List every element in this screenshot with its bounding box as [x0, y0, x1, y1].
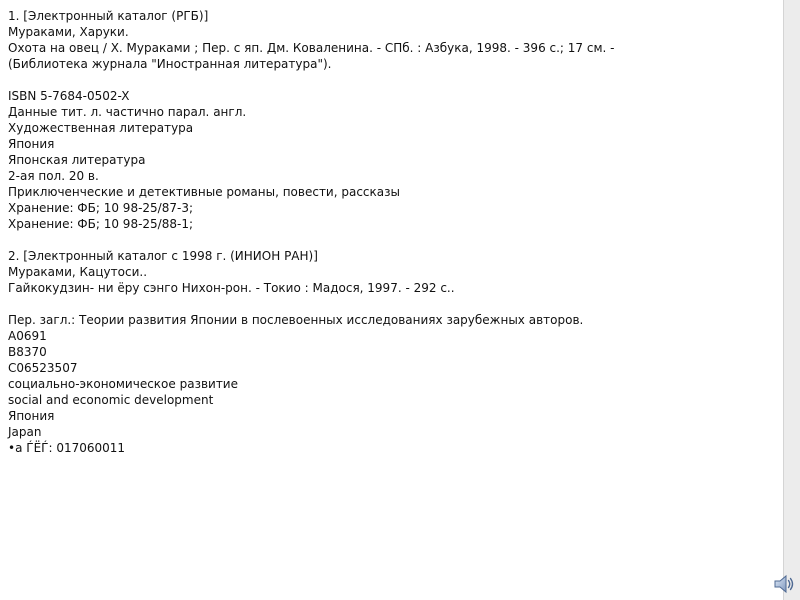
record-2-detail: •а ЃЁЃ: 017060011 [8, 441, 126, 455]
record-1-title: Охота на овец / Х. Мураками ; Пер. с яп. Дм. Коваленина. - СПб. : Азбука, 1998. - 396 с.; 17 см. - [8, 41, 615, 55]
record-2-detail: Japan [8, 425, 42, 439]
record-1-series: (Библиотека журнала "Иностранная литература"). [8, 57, 332, 71]
record-2-detail: B8370 [8, 345, 47, 359]
record-2-detail: A0691 [8, 329, 47, 343]
results-text [8, 8, 780, 456]
record-1-header: 1. [Электронный каталог (РГБ)] [8, 9, 209, 23]
record-2-header: 2. [Электронный каталог с 1998 г. (ИНИОН РАН)] [8, 249, 318, 263]
vertical-scrollbar[interactable] [783, 0, 800, 600]
record-1-author: Мураками, Харуки. [8, 25, 129, 39]
record-2-detail: social and economic development [8, 393, 214, 407]
record-2-detail: C06523507 [8, 361, 78, 375]
record-1-detail: 2-ая пол. 20 в. [8, 169, 99, 183]
record-1-isbn: ISBN 5-7684-0502-X [8, 89, 130, 103]
record-1-detail: Данные тит. л. частично парал. англ. [8, 105, 247, 119]
record-2-detail: социально-экономическое развитие [8, 377, 238, 391]
record-1-holding: Хранение: ФБ; 10 98-25/87-3; [8, 201, 193, 215]
record-1-detail: Художественная литература [8, 121, 194, 135]
record-2-translated-title: Пер. загл.: Теории развития Японии в послевоенных исследованиях зарубежных авторов. [8, 313, 584, 327]
record-1-detail: Япония [8, 137, 55, 151]
record-2-detail: Япония [8, 409, 55, 423]
record-2-title: Гайкокудзин- ни ёру сэнго Нихон-рон. - Токио : Мадося, 1997. - 292 с.. [8, 281, 455, 295]
spacer [8, 232, 780, 248]
speaker-icon-graphic [772, 572, 796, 596]
spacer [8, 296, 780, 312]
record-1-detail: Японская литература [8, 153, 146, 167]
record-1-detail: Приключенческие и детективные романы, повести, рассказы [8, 185, 400, 199]
record-2-author: Мураками, Кацутоси.. [8, 265, 148, 279]
spacer [8, 72, 780, 88]
record-1-holding: Хранение: ФБ; 10 98-25/88-1; [8, 217, 193, 231]
speaker-icon[interactable] [772, 572, 796, 596]
